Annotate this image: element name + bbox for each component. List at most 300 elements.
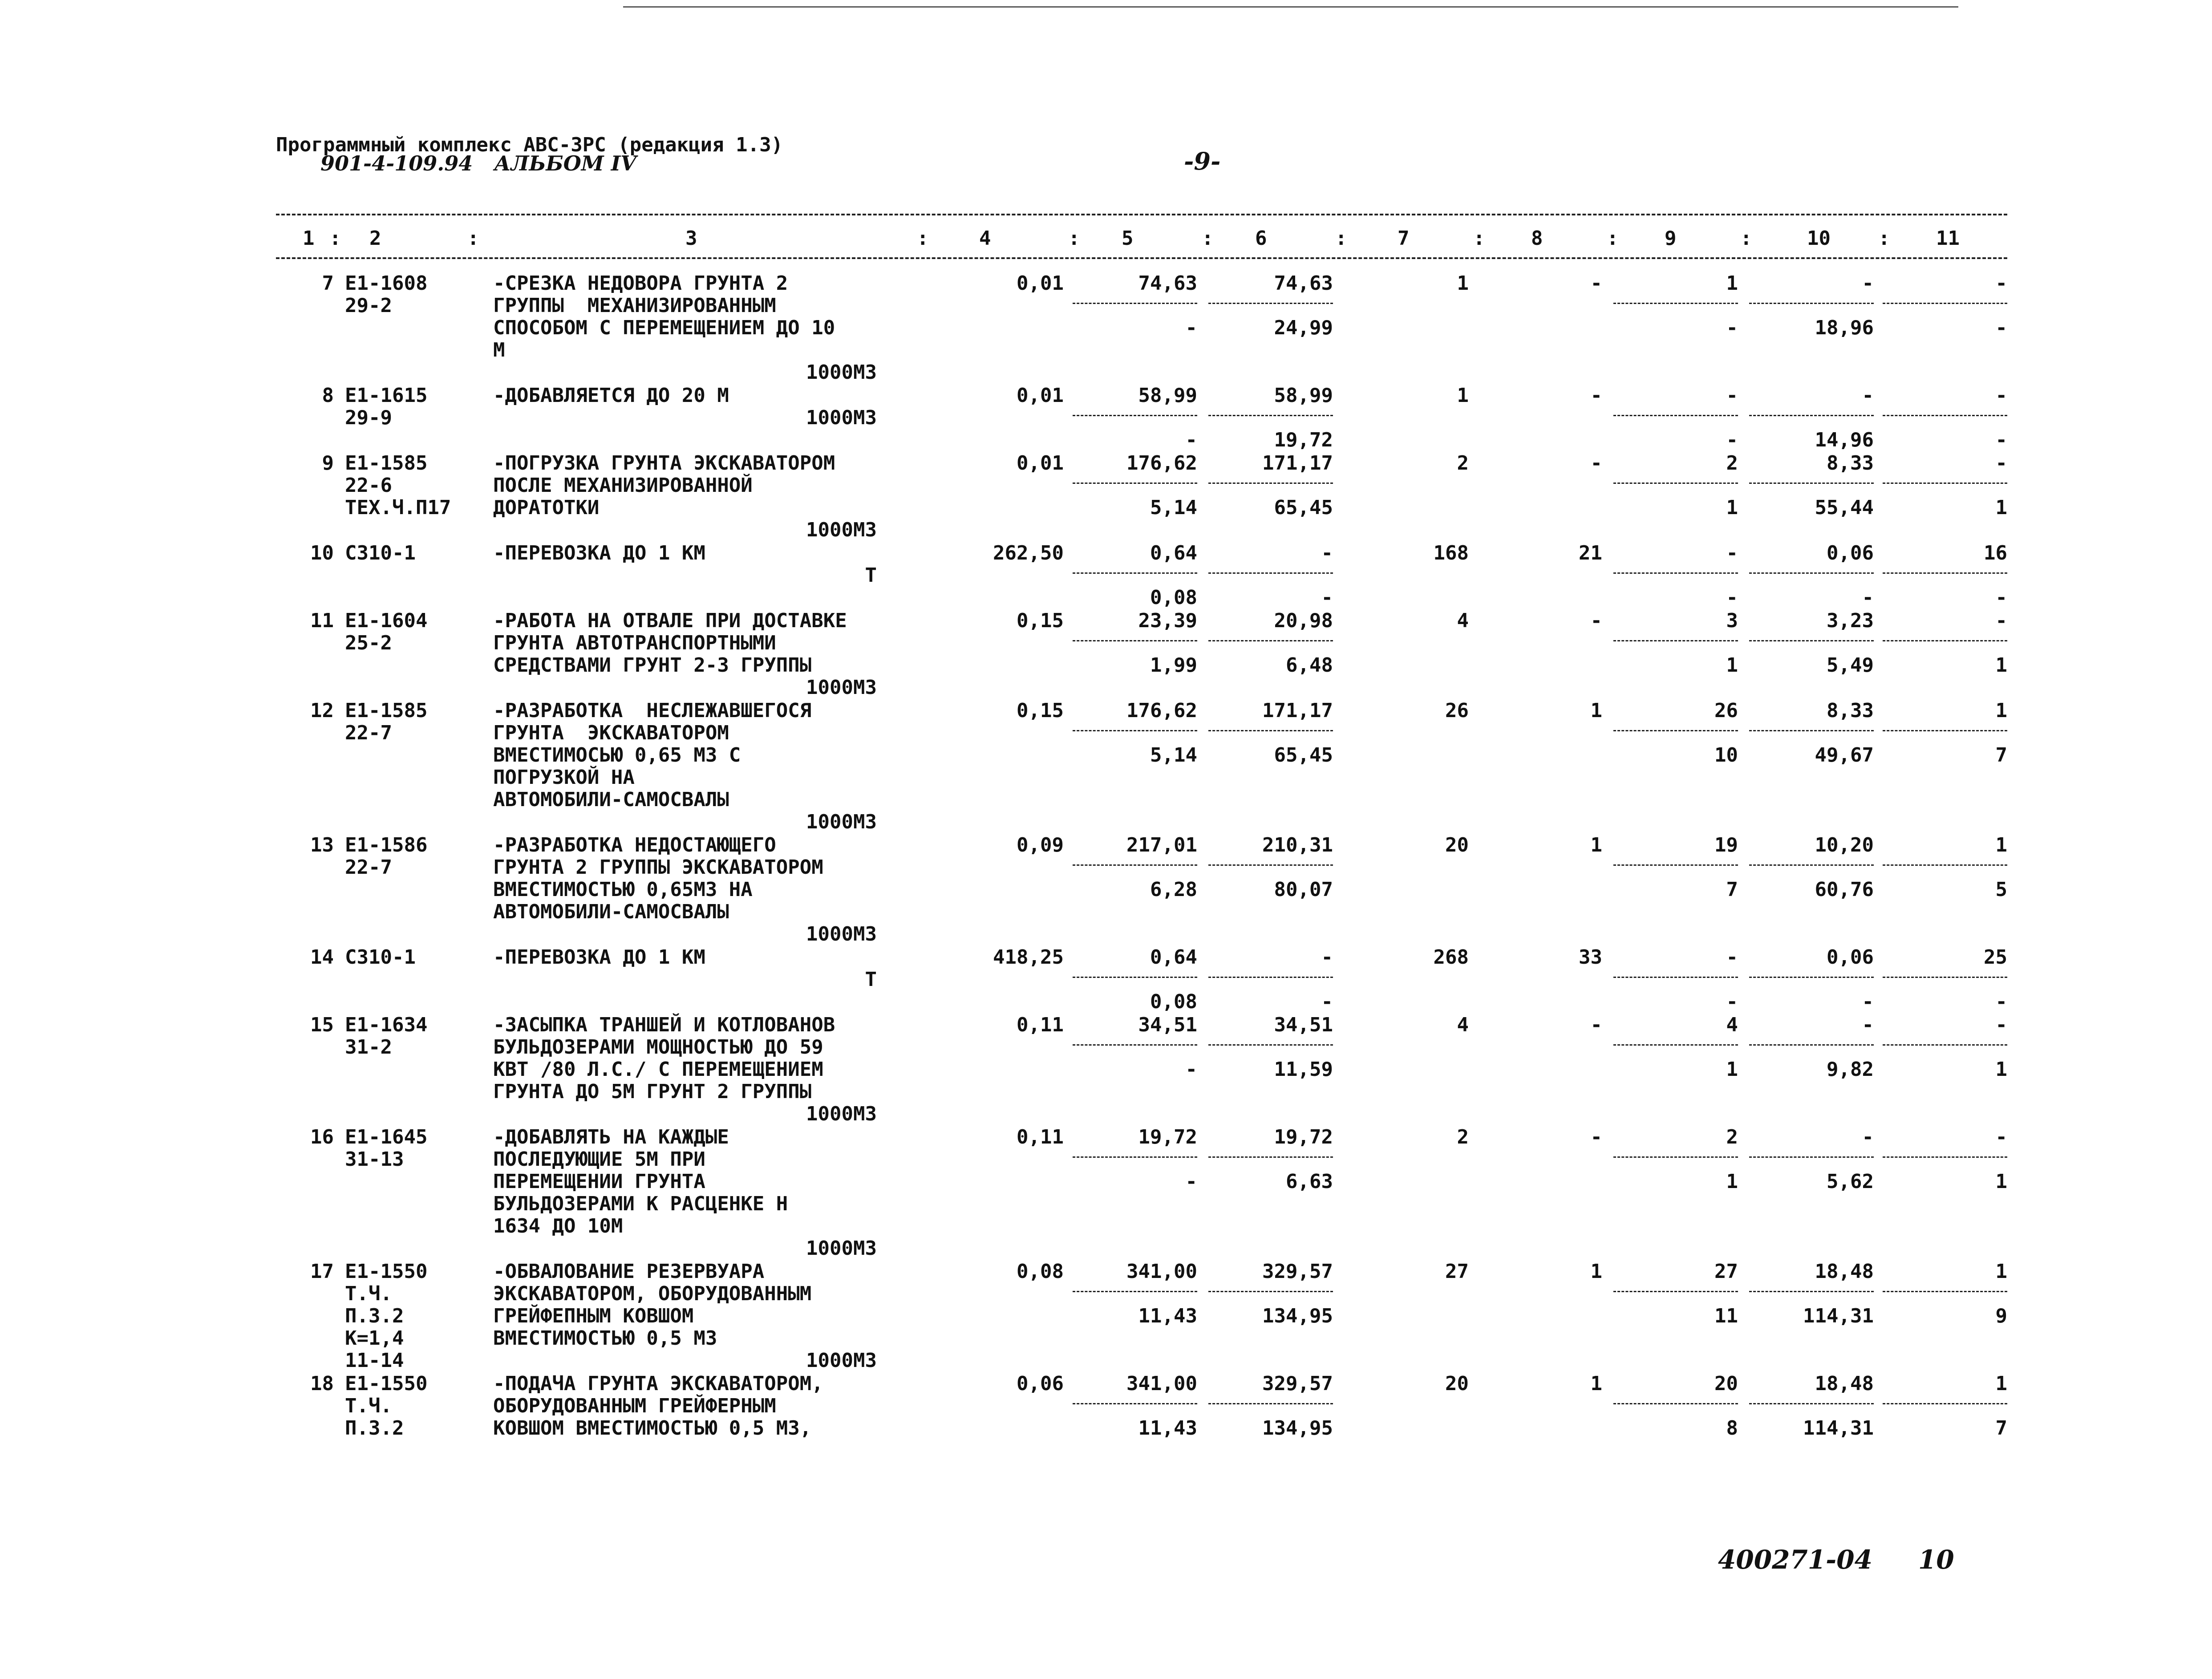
value-separator-line bbox=[1073, 1156, 1197, 1158]
value-separator-line bbox=[1613, 1403, 1738, 1404]
rate-code: Е1-1604 bbox=[345, 609, 428, 632]
value-separator-line bbox=[1613, 640, 1738, 641]
col5-upper-value: 0,64 bbox=[1150, 542, 1197, 564]
column-header-6: 6 bbox=[1255, 227, 1267, 250]
col7-value: 2 bbox=[1457, 1126, 1469, 1148]
column-header-2: 2 bbox=[369, 227, 381, 250]
value-separator-line bbox=[1208, 1044, 1333, 1046]
work-description: -ПОДАЧА ГРУНТА ЭКСКАВАТОРОМ, bbox=[493, 1372, 823, 1395]
rate-code: Е1-1586 bbox=[345, 834, 428, 856]
col10-upper-value: - bbox=[1862, 384, 1874, 407]
value-separator-line bbox=[1613, 730, 1738, 731]
value-separator-line bbox=[1749, 730, 1874, 731]
value-separator-line bbox=[1613, 1156, 1738, 1158]
value-separator-line bbox=[1883, 864, 2007, 866]
work-description: 1634 ДО 10М bbox=[493, 1215, 623, 1237]
value-separator-line bbox=[1073, 730, 1197, 731]
unit-of-measure: 1000М3 bbox=[806, 519, 877, 541]
col8-value: - bbox=[1590, 1126, 1602, 1148]
col5-upper-value: 23,39 bbox=[1138, 609, 1197, 632]
work-description: БУЛЬДОЗЕРАМИ МОЩНОСТЬЮ ДО 59 bbox=[493, 1036, 823, 1058]
col6-upper-value: - bbox=[1321, 946, 1333, 969]
value-separator-line bbox=[1749, 1044, 1874, 1046]
col5-lower-value: 5,14 bbox=[1150, 744, 1197, 766]
work-description: БУЛЬДОЗЕРАМИ К РАСЦЕНКЕ Н bbox=[493, 1192, 788, 1215]
col6-lower-value: 65,45 bbox=[1274, 496, 1333, 519]
col5-lower-value: - bbox=[1185, 1058, 1197, 1081]
col11-upper-value: - bbox=[1995, 272, 2007, 295]
quantity-value: 0,06 bbox=[1017, 1372, 1064, 1395]
value-separator-line bbox=[1613, 1291, 1738, 1292]
col7-value: 1 bbox=[1457, 384, 1469, 407]
value-separator-line bbox=[1749, 1403, 1874, 1404]
column-header-1: 1 bbox=[303, 227, 315, 250]
value-separator-line bbox=[1883, 483, 2007, 484]
value-separator-line bbox=[1073, 1291, 1197, 1292]
value-separator-line bbox=[1208, 864, 1333, 866]
value-separator-line bbox=[1883, 640, 2007, 641]
col6-lower-value: 134,95 bbox=[1262, 1305, 1333, 1327]
quantity-value: 0,09 bbox=[1017, 834, 1064, 856]
work-description: КОВШОМ ВМЕСТИМОСТЬЮ 0,5 М3, bbox=[493, 1417, 812, 1440]
quantity-value: 0,01 bbox=[1017, 272, 1064, 295]
rate-code: Е1-1585 bbox=[345, 452, 428, 474]
row-number: 12 bbox=[310, 699, 334, 722]
quantity-value: 0,15 bbox=[1017, 609, 1064, 632]
work-description: ОБОРУДОВАННЫМ ГРЕЙФЕРНЫМ bbox=[493, 1395, 776, 1417]
value-separator-line bbox=[1883, 1291, 2007, 1292]
col8-value: - bbox=[1590, 384, 1602, 407]
col6-lower-value: 24,99 bbox=[1274, 316, 1333, 339]
column-header-8: 8 bbox=[1531, 227, 1543, 250]
col10-upper-value: - bbox=[1862, 272, 1874, 295]
col11-lower-value: - bbox=[1995, 316, 2007, 339]
work-description: -ДОБАВЛЯЕТСЯ ДО 20 М bbox=[493, 384, 729, 407]
value-separator-line bbox=[1749, 483, 1874, 484]
col9-upper-value: 2 bbox=[1726, 1126, 1738, 1148]
value-separator-line bbox=[1073, 1044, 1197, 1046]
col11-upper-value: 1 bbox=[1995, 699, 2007, 722]
rate-code: 29-2 bbox=[345, 294, 392, 317]
col5-lower-value: 6,28 bbox=[1150, 878, 1197, 901]
col6-lower-value: 80,07 bbox=[1274, 878, 1333, 901]
column-separator: : bbox=[917, 227, 929, 250]
col6-lower-value: 11,59 bbox=[1274, 1058, 1333, 1081]
col6-upper-value: 34,51 bbox=[1274, 1014, 1333, 1036]
rate-code: С310-1 bbox=[345, 946, 416, 969]
work-description: ВМЕСТИМОСТЬЮ 0,5 М3 bbox=[493, 1327, 717, 1350]
col5-upper-value: 19,72 bbox=[1138, 1126, 1197, 1148]
value-separator-line bbox=[1613, 1044, 1738, 1046]
column-header-10: 10 bbox=[1807, 227, 1831, 250]
value-separator-line bbox=[1749, 415, 1874, 416]
col11-upper-value: - bbox=[1995, 609, 2007, 632]
unit-of-measure: 1000М3 bbox=[806, 676, 877, 699]
col10-lower-value: 9,82 bbox=[1827, 1058, 1874, 1081]
col10-upper-value: 10,20 bbox=[1815, 834, 1874, 856]
col9-lower-value: 1 bbox=[1726, 1170, 1738, 1193]
col5-upper-value: 341,00 bbox=[1126, 1260, 1197, 1283]
row-number: 10 bbox=[310, 542, 334, 564]
col11-lower-value: 1 bbox=[1995, 1170, 2007, 1193]
col11-upper-value: 1 bbox=[1995, 1260, 2007, 1283]
rate-code: 29-9 bbox=[345, 406, 392, 429]
unit-of-measure: 1000М3 bbox=[806, 811, 877, 833]
col8-value: 21 bbox=[1579, 542, 1602, 564]
value-separator-line bbox=[1883, 415, 2007, 416]
value-separator-line bbox=[1073, 483, 1197, 484]
unit-of-measure: 1000М3 bbox=[806, 1103, 877, 1125]
value-separator-line bbox=[1208, 1403, 1333, 1404]
work-description: М bbox=[493, 339, 505, 361]
quantity-value: 418,25 bbox=[993, 946, 1064, 969]
rate-code: Е1-1615 bbox=[345, 384, 428, 407]
col11-lower-value: 1 bbox=[1995, 654, 2007, 677]
col7-value: 2 bbox=[1457, 452, 1469, 474]
work-description: СРЕДСТВАМИ ГРУНТ 2-3 ГРУППЫ bbox=[493, 654, 812, 677]
col9-lower-value: - bbox=[1726, 990, 1738, 1013]
value-separator-line bbox=[1749, 572, 1874, 574]
col11-lower-value: 1 bbox=[1995, 1058, 2007, 1081]
col10-upper-value: - bbox=[1862, 1014, 1874, 1036]
column-header-7: 7 bbox=[1398, 227, 1410, 250]
column-separator: : bbox=[467, 227, 479, 250]
col8-value: - bbox=[1590, 609, 1602, 632]
row-number: 17 bbox=[310, 1260, 334, 1283]
column-separator: : bbox=[1607, 227, 1619, 250]
col6-upper-value: 20,98 bbox=[1274, 609, 1333, 632]
value-separator-line bbox=[1073, 303, 1197, 304]
col5-lower-value: 1,99 bbox=[1150, 654, 1197, 677]
unit-of-measure: 1000М3 bbox=[806, 406, 877, 429]
rate-code: Е1-1550 bbox=[345, 1260, 428, 1283]
rate-code: Е1-1608 bbox=[345, 272, 428, 295]
col8-value: - bbox=[1590, 272, 1602, 295]
col8-value: 1 bbox=[1590, 834, 1602, 856]
col11-upper-value: 16 bbox=[1984, 542, 2007, 564]
col11-upper-value: - bbox=[1995, 452, 2007, 474]
col9-upper-value: 26 bbox=[1714, 699, 1738, 722]
column-header-5: 5 bbox=[1122, 227, 1134, 250]
rate-code: С310-1 bbox=[345, 542, 416, 564]
value-separator-line bbox=[1208, 483, 1333, 484]
value-separator-line bbox=[1883, 1156, 2007, 1158]
row-number: 15 bbox=[310, 1014, 334, 1036]
quantity-value: 0,15 bbox=[1017, 699, 1064, 722]
quantity-value: 0,11 bbox=[1017, 1014, 1064, 1036]
col6-lower-value: 6,63 bbox=[1286, 1170, 1333, 1193]
row-number: 7 bbox=[322, 272, 334, 295]
col7-value: 27 bbox=[1445, 1260, 1469, 1283]
value-separator-line bbox=[1883, 1403, 2007, 1404]
col6-lower-value: 65,45 bbox=[1274, 744, 1333, 766]
col10-lower-value: 5,62 bbox=[1827, 1170, 1874, 1193]
value-separator-line bbox=[1613, 977, 1738, 978]
column-separator: : bbox=[1335, 227, 1347, 250]
value-separator-line bbox=[1208, 303, 1333, 304]
col10-upper-value: - bbox=[1862, 1126, 1874, 1148]
col11-upper-value: - bbox=[1995, 384, 2007, 407]
col5-lower-value: 0,08 bbox=[1150, 586, 1197, 609]
col10-lower-value: 60,76 bbox=[1815, 878, 1874, 901]
column-header-3: 3 bbox=[685, 227, 697, 250]
rate-code: Е1-1645 bbox=[345, 1126, 428, 1148]
col6-upper-value: 58,99 bbox=[1274, 384, 1333, 407]
work-description: ГРУППЫ МЕХАНИЗИРОВАННЫМ bbox=[493, 294, 776, 317]
top-scan-line bbox=[623, 6, 1958, 8]
unit-of-measure: Т bbox=[865, 564, 877, 587]
rate-code: 31-2 bbox=[345, 1036, 392, 1058]
work-description: -ЗАСЫПКА ТРАНШЕЙ И КОТЛОВАНОВ bbox=[493, 1014, 835, 1036]
work-description: ГРУНТА ДО 5М ГРУНТ 2 ГРУППЫ bbox=[493, 1080, 812, 1103]
column-separator: : bbox=[1878, 227, 1890, 250]
col5-lower-value: 11,43 bbox=[1138, 1417, 1197, 1440]
row-number: 14 bbox=[310, 946, 334, 969]
rate-code: Е1-1634 bbox=[345, 1014, 428, 1036]
col6-lower-value: - bbox=[1321, 586, 1333, 609]
col5-upper-value: 58,99 bbox=[1138, 384, 1197, 407]
col9-upper-value: - bbox=[1726, 542, 1738, 564]
col5-lower-value: 0,08 bbox=[1150, 990, 1197, 1013]
work-description: -РАЗРАБОТКА НЕДОСТАЮЩЕГО bbox=[493, 834, 776, 856]
unit-of-measure: 1000М3 bbox=[806, 361, 877, 384]
col9-upper-value: 1 bbox=[1726, 272, 1738, 295]
value-separator-line bbox=[1613, 864, 1738, 866]
value-separator-line bbox=[1208, 415, 1333, 416]
col9-lower-value: 7 bbox=[1726, 878, 1738, 901]
col7-value: 4 bbox=[1457, 1014, 1469, 1036]
rate-code: К=1,4 bbox=[345, 1327, 404, 1350]
rate-code: 11-14 bbox=[345, 1349, 404, 1372]
col7-value: 168 bbox=[1433, 542, 1469, 564]
work-description: КВТ /80 Л.С./ С ПЕРЕМЕЩЕНИЕМ bbox=[493, 1058, 823, 1081]
col8-value: - bbox=[1590, 452, 1602, 474]
col9-lower-value: - bbox=[1726, 316, 1738, 339]
work-description: ПОСЛЕДУЮЩИЕ 5М ПРИ bbox=[493, 1148, 705, 1171]
col11-lower-value: 5 bbox=[1995, 878, 2007, 901]
col9-lower-value: 10 bbox=[1714, 744, 1738, 766]
col10-upper-value: 3,23 bbox=[1827, 609, 1874, 632]
value-separator-line bbox=[1883, 572, 2007, 574]
work-description: ГРУНТА ЭКСКАВАТОРОМ bbox=[493, 722, 729, 744]
value-separator-line bbox=[1883, 1044, 2007, 1046]
album-designation: 901-4-109.94 АЛЬБОМ IV bbox=[320, 151, 636, 175]
col10-upper-value: 8,33 bbox=[1827, 699, 1874, 722]
program-title: Программный комплекс АВС-ЗРС (редакция 1.3) bbox=[276, 134, 783, 156]
work-description: ГРЕЙФЕПНЫМ КОВШОМ bbox=[493, 1305, 694, 1327]
col7-value: 20 bbox=[1445, 834, 1469, 856]
col5-upper-value: 176,62 bbox=[1126, 452, 1197, 474]
work-description: СПОСОБОМ С ПЕРЕМЕЩЕНИЕМ ДО 10 bbox=[493, 316, 835, 339]
col9-lower-value: - bbox=[1726, 586, 1738, 609]
col9-lower-value: 8 bbox=[1726, 1417, 1738, 1440]
value-separator-line bbox=[1883, 730, 2007, 731]
col11-upper-value: - bbox=[1995, 1126, 2007, 1148]
column-header-9: 9 bbox=[1665, 227, 1677, 250]
col11-lower-value: - bbox=[1995, 429, 2007, 451]
col10-lower-value: 55,44 bbox=[1815, 496, 1874, 519]
col9-lower-value: 1 bbox=[1726, 654, 1738, 677]
unit-of-measure: 1000М3 bbox=[806, 1237, 877, 1260]
value-separator-line bbox=[1208, 572, 1333, 574]
col10-lower-value: 14,96 bbox=[1815, 429, 1874, 451]
col6-lower-value: 19,72 bbox=[1274, 429, 1333, 451]
quantity-value: 0,08 bbox=[1017, 1260, 1064, 1283]
work-description: ГРУНТА АВТОТРАНСПОРТНЫМИ bbox=[493, 632, 776, 654]
rate-code: Е1-1585 bbox=[345, 699, 428, 722]
work-description: АВТОМОБИЛИ-САМОСВАЛЫ bbox=[493, 788, 729, 811]
value-separator-line bbox=[1749, 1156, 1874, 1158]
col11-upper-value: - bbox=[1995, 1014, 2007, 1036]
col9-upper-value: - bbox=[1726, 946, 1738, 969]
quantity-value: 0,01 bbox=[1017, 384, 1064, 407]
col7-value: 1 bbox=[1457, 272, 1469, 295]
work-description: ВМЕСТИМОСЬЮ 0,65 М3 С bbox=[493, 744, 741, 766]
work-description: ПОСЛЕ МЕХАНИЗИРОВАННОЙ bbox=[493, 474, 753, 497]
col5-upper-value: 74,63 bbox=[1138, 272, 1197, 295]
col6-upper-value: 329,57 bbox=[1262, 1372, 1333, 1395]
col6-lower-value: 134,95 bbox=[1262, 1417, 1333, 1440]
col10-lower-value: 18,96 bbox=[1815, 316, 1874, 339]
work-description: -РАБОТА НА ОТВАЛЕ ПРИ ДОСТАВКЕ bbox=[493, 609, 847, 632]
col9-upper-value: 4 bbox=[1726, 1014, 1738, 1036]
value-separator-line bbox=[1073, 864, 1197, 866]
unit-of-measure: 1000М3 bbox=[806, 923, 877, 945]
col9-upper-value: 27 bbox=[1714, 1260, 1738, 1283]
col5-lower-value: 5,14 bbox=[1150, 496, 1197, 519]
work-description: -ДОБАВЛЯТЬ НА КАЖДЫЕ bbox=[493, 1126, 729, 1148]
col10-upper-value: 18,48 bbox=[1815, 1372, 1874, 1395]
col6-upper-value: 74,63 bbox=[1274, 272, 1333, 295]
col8-value: 1 bbox=[1590, 1372, 1602, 1395]
col6-upper-value: 329,57 bbox=[1262, 1260, 1333, 1283]
col11-upper-value: 1 bbox=[1995, 1372, 2007, 1395]
col11-lower-value: 1 bbox=[1995, 496, 2007, 519]
column-header-4: 4 bbox=[979, 227, 991, 250]
header-rule-bottom bbox=[276, 257, 2007, 259]
column-separator: : bbox=[1473, 227, 1485, 250]
value-separator-line bbox=[1749, 977, 1874, 978]
col10-upper-value: 0,06 bbox=[1827, 946, 1874, 969]
col8-value: 1 bbox=[1590, 1260, 1602, 1283]
rate-code: ТЕХ.Ч.П17 bbox=[345, 496, 451, 519]
work-description: ПОГРУЗКОЙ НА bbox=[493, 766, 635, 789]
value-separator-line bbox=[1883, 303, 2007, 304]
value-separator-line bbox=[1208, 640, 1333, 641]
col6-upper-value: 171,17 bbox=[1262, 452, 1333, 474]
work-description: ДОРАТОТКИ bbox=[493, 496, 600, 519]
value-separator-line bbox=[1613, 572, 1738, 574]
col10-upper-value: 18,48 bbox=[1815, 1260, 1874, 1283]
col6-lower-value: 6,48 bbox=[1286, 654, 1333, 677]
col11-lower-value: 7 bbox=[1995, 1417, 2007, 1440]
page-marker: -9- bbox=[1184, 147, 1221, 175]
work-description: -ПОГРУЗКА ГРУНТА ЭКСКАВАТОРОМ bbox=[493, 452, 835, 474]
col9-upper-value: 2 bbox=[1726, 452, 1738, 474]
column-separator: : bbox=[1202, 227, 1214, 250]
rate-code: Т.Ч. bbox=[345, 1395, 392, 1417]
work-description: ГРУНТА 2 ГРУППЫ ЭКСКАВАТОРОМ bbox=[493, 856, 823, 879]
value-separator-line bbox=[1208, 1291, 1333, 1292]
col10-lower-value: 49,67 bbox=[1815, 744, 1874, 766]
col11-lower-value: - bbox=[1995, 990, 2007, 1013]
col10-lower-value: - bbox=[1862, 586, 1874, 609]
col9-lower-value: 11 bbox=[1714, 1305, 1738, 1327]
col7-value: 20 bbox=[1445, 1372, 1469, 1395]
col7-value: 4 bbox=[1457, 609, 1469, 632]
work-description: ВМЕСТИМОСТЬЮ 0,65М3 НА bbox=[493, 878, 753, 901]
rate-code: 31-13 bbox=[345, 1148, 404, 1171]
col8-value: 1 bbox=[1590, 699, 1602, 722]
value-separator-line bbox=[1073, 415, 1197, 416]
col9-upper-value: - bbox=[1726, 384, 1738, 407]
rate-code: 25-2 bbox=[345, 632, 392, 654]
column-header-11: 11 bbox=[1936, 227, 1960, 250]
value-separator-line bbox=[1073, 572, 1197, 574]
col9-lower-value: 1 bbox=[1726, 496, 1738, 519]
quantity-value: 0,11 bbox=[1017, 1126, 1064, 1148]
col9-lower-value: 1 bbox=[1726, 1058, 1738, 1081]
value-separator-line bbox=[1208, 730, 1333, 731]
value-separator-line bbox=[1208, 1156, 1333, 1158]
row-number: 8 bbox=[322, 384, 334, 407]
work-description: -ПЕРЕВОЗКА ДО 1 КМ bbox=[493, 542, 705, 564]
col8-value: - bbox=[1590, 1014, 1602, 1036]
col5-upper-value: 34,51 bbox=[1138, 1014, 1197, 1036]
value-separator-line bbox=[1613, 483, 1738, 484]
col5-upper-value: 0,64 bbox=[1150, 946, 1197, 969]
row-number: 18 bbox=[310, 1372, 334, 1395]
column-separator: : bbox=[1068, 227, 1080, 250]
column-separator: : bbox=[1740, 227, 1752, 250]
col5-upper-value: 341,00 bbox=[1126, 1372, 1197, 1395]
col11-lower-value: - bbox=[1995, 586, 2007, 609]
col10-upper-value: 8,33 bbox=[1827, 452, 1874, 474]
rate-code: 22-6 bbox=[345, 474, 392, 497]
col5-lower-value: 11,43 bbox=[1138, 1305, 1197, 1327]
col10-lower-value: - bbox=[1862, 990, 1874, 1013]
col5-lower-value: - bbox=[1185, 429, 1197, 451]
value-separator-line bbox=[1208, 977, 1333, 978]
value-separator-line bbox=[1073, 640, 1197, 641]
work-description: -ПЕРЕВОЗКА ДО 1 КМ bbox=[493, 946, 705, 969]
col9-upper-value: 3 bbox=[1726, 609, 1738, 632]
value-separator-line bbox=[1749, 640, 1874, 641]
value-separator-line bbox=[1883, 977, 2007, 978]
value-separator-line bbox=[1613, 415, 1738, 416]
unit-of-measure: 1000М3 bbox=[806, 1349, 877, 1372]
col9-lower-value: - bbox=[1726, 429, 1738, 451]
col10-upper-value: 0,06 bbox=[1827, 542, 1874, 564]
value-separator-line bbox=[1073, 1403, 1197, 1404]
col5-upper-value: 176,62 bbox=[1126, 699, 1197, 722]
work-description: ПЕРЕМЕЩЕНИИ ГРУНТА bbox=[493, 1170, 705, 1193]
value-separator-line bbox=[1749, 303, 1874, 304]
col5-lower-value: - bbox=[1185, 1170, 1197, 1193]
col6-upper-value: 210,31 bbox=[1262, 834, 1333, 856]
work-description: АВТОМОБИЛИ-САМОСВАЛЫ bbox=[493, 900, 729, 923]
row-number: 11 bbox=[310, 609, 334, 632]
col9-upper-value: 19 bbox=[1714, 834, 1738, 856]
col6-lower-value: - bbox=[1321, 990, 1333, 1013]
col10-lower-value: 5,49 bbox=[1827, 654, 1874, 677]
value-separator-line bbox=[1749, 864, 1874, 866]
col6-upper-value: 171,17 bbox=[1262, 699, 1333, 722]
unit-of-measure: Т bbox=[865, 968, 877, 991]
work-description: -СРЕЗКА НЕДОВОРА ГРУНТА 2 bbox=[493, 272, 788, 295]
quantity-value: 262,50 bbox=[993, 542, 1064, 564]
col6-upper-value: - bbox=[1321, 542, 1333, 564]
